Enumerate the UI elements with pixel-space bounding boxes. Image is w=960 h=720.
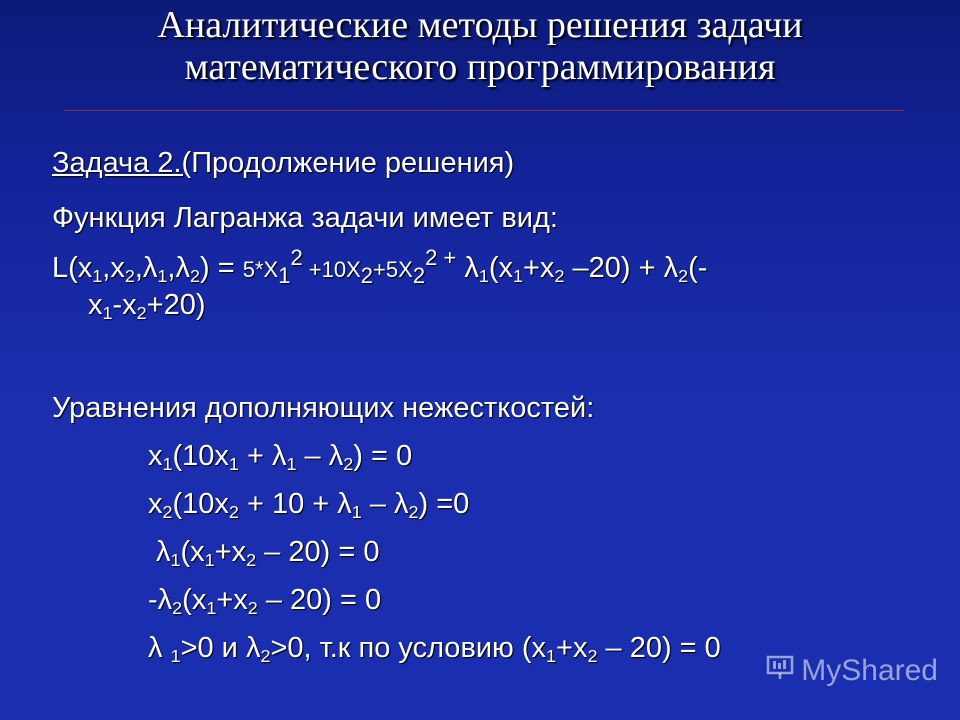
- watermark: [765, 652, 938, 690]
- equation-5: λ $_1$>0 и $\lambda_2>0$, т.к по условию $(x_1+x_2 - 20) = 0$: [148, 632, 721, 667]
- title-line-1: Аналитические методы решения задачи: [157, 4, 803, 46]
- equation-4: $-\lambda_2(x_1+x_2 - 20) = 0$: [148, 584, 382, 619]
- equations-intro: Уравнения дополняющих нежесткостей:: [52, 392, 595, 424]
- lagrange-formula-line-1: $L(x_1,x_2,\lambda_1,\lambda_2) = 5*X_1^2 +10X_2+5X_2^{2 +}$ $\lambda_1(x_1+x_2$ $-20) + \lambda_2(-$: [52, 244, 708, 289]
- title-divider: [64, 110, 904, 111]
- presentation-icon: [765, 652, 795, 690]
- slide-title: [40, 4, 920, 88]
- title-line-2: математического программирования: [184, 46, 776, 88]
- equation-2: $x_2(10x_2 + 10 + \lambda_1 - \lambda_2) =0$: [148, 488, 470, 523]
- task-heading: [52, 145, 514, 182]
- lagrange-formula-line-2: $x_1-x_2+20$): [88, 289, 206, 324]
- lagrange-intro: Функция Лагранжа задачи имеет вид:: [52, 202, 558, 234]
- task-label: Задача 2.(: [52, 147, 192, 179]
- watermark-text: MyShared: [801, 654, 938, 687]
- equation-3: $\lambda_1(x_1+x_2 - 20) = 0$: [156, 536, 380, 571]
- task-rest: Продолжение решения): [191, 147, 515, 179]
- equation-1: $x_1(10x_1 + \lambda_1 - \lambda_2) = 0$: [148, 440, 413, 475]
